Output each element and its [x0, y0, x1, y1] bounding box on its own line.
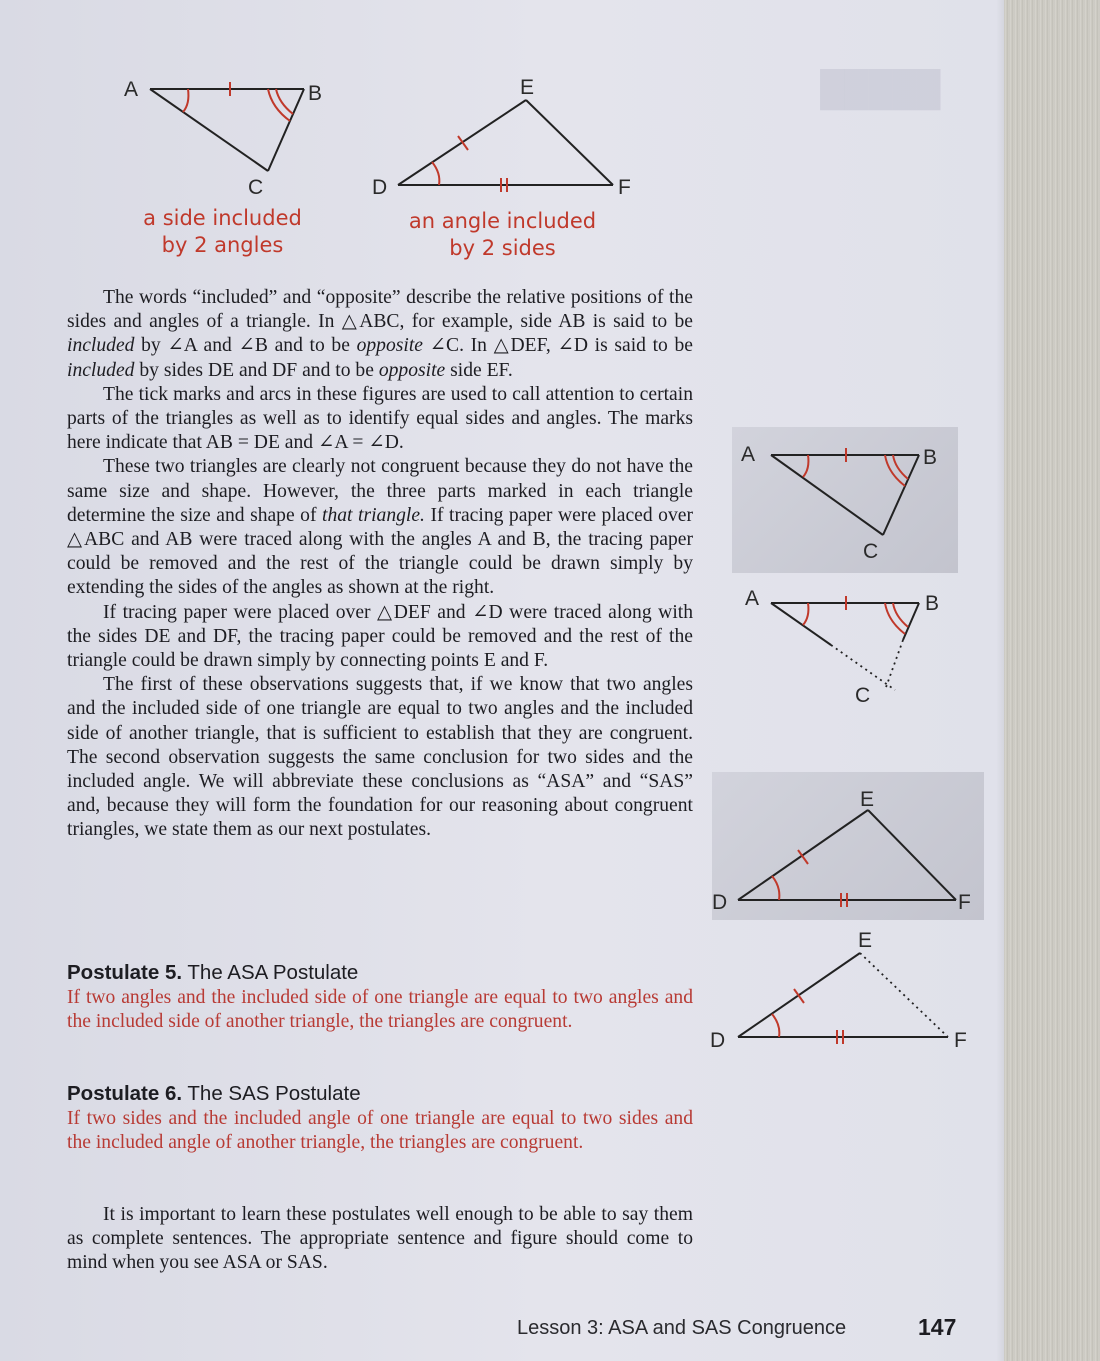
text-run: The words “included” and “opposite” describe the relative positions of the sides and angles of a triangle. In △ABC, for example, side AB is said to be — [67, 287, 693, 333]
vertex-label-d: D — [372, 176, 388, 199]
vertex-label-a: A — [745, 587, 760, 610]
figure-triangle-def — [368, 70, 648, 200]
vertex-label-d: D — [712, 891, 728, 914]
side-ac-drawn — [771, 603, 831, 645]
italic-term: included — [67, 359, 135, 381]
angle-arc-d — [772, 876, 779, 900]
vertex-label-f: F — [618, 176, 631, 199]
angle-arc-d — [772, 1014, 779, 1037]
vertex-label-b: B — [308, 82, 323, 105]
side-ac — [150, 89, 268, 171]
vertex-label-a: A — [741, 443, 756, 466]
angle-arc-a — [803, 603, 808, 625]
angle-arc-a — [183, 89, 188, 112]
paragraph-not-congruent — [67, 455, 693, 600]
postulate-name: The ASA Postulate — [187, 961, 359, 984]
vertex-label-c: C — [248, 176, 264, 199]
italic-term: opposite — [356, 335, 423, 357]
vertex-label-e: E — [858, 929, 873, 952]
vertex-label-b: B — [923, 446, 938, 469]
paragraph-included-opposite — [67, 286, 693, 383]
angle-arc-a — [803, 455, 808, 477]
angle-arc-b-outer — [268, 89, 290, 121]
vertex-label-e: E — [520, 76, 535, 99]
body-text — [67, 286, 693, 843]
side-ac — [771, 455, 883, 535]
text-run: ∠C. In △DEF, ∠D is said to be — [422, 335, 693, 357]
postulate-name: The SAS Postulate — [187, 1082, 361, 1105]
paragraph-tick-marks: The tick marks and arcs in these figures are used to call attention to certain parts of the triangles as well as to identify equal sides and angles. The marks here indicate that AB = DE and ∠A = ∠D. — [67, 383, 693, 454]
figure-traced-abc — [735, 430, 965, 570]
side-bc-extended — [885, 640, 903, 690]
vertex-label-d: D — [710, 1029, 726, 1052]
closing-paragraph — [67, 1203, 693, 1276]
figure-connected-def — [710, 925, 985, 1055]
postulate-5-statement: If two angles and the included side of one triangle are equal to two angles and the included side of another triangle, the triangles are congruent. — [67, 987, 693, 1033]
paragraph-closing: It is important to learn these postulates well enough to be able to say them as complete sentences. The appropriate sentence and figure should come to mind when you see ASA or SAS. — [67, 1204, 693, 1274]
caption-line: by 2 angles — [161, 233, 284, 257]
figure-traced-def — [710, 785, 985, 915]
side-de — [738, 810, 868, 900]
caption-line: by 2 sides — [449, 236, 556, 260]
vertex-label-c: C — [855, 684, 871, 707]
vertex-label-b: B — [925, 592, 940, 615]
text-run: by sides DE and DF and to be — [134, 359, 379, 381]
vertex-label-c: C — [863, 540, 879, 563]
side-ef — [868, 810, 956, 900]
tick-mark-de — [794, 989, 804, 1003]
text-run: side EF. — [445, 359, 513, 381]
figure-triangle-abc — [120, 70, 330, 200]
caption-angle-included — [395, 208, 610, 262]
italic-term: included — [67, 335, 135, 357]
side-ef-connected — [860, 953, 948, 1037]
paragraph-observations: The first of these observations suggests that, if we know that two angles and the included side of one triangle are equal to two angles and the included side of another triangle, that is sufficient to establish that they are congruent. The second observation suggests the same conclusion for two sides and the included angle. We will abbreviate these conclusions as “ASA” and “SAS” and, because they will form the foundation for our reasoning about congruent triangles, we state them as our next postulates. — [67, 674, 693, 841]
book-spine-edge — [1004, 0, 1100, 1361]
side-bc-drawn — [903, 603, 919, 640]
text-run: If tracing paper were placed over △ABC and AB were traced along with the angles A and B, the tracing paper could be removed and the rest of the triangle could be drawn simply by extending the sides of the angles as shown at the right. — [67, 504, 693, 599]
postulate-6-statement: If two sides and the included angle of one triangle are equal to two sides and the included angle of another triangle, the triangles are congruent. — [67, 1108, 693, 1154]
figure-extended-abc — [735, 578, 965, 708]
text-run: These two triangles are clearly not congruent because they do not have the same size and shape. However, the three parts marked in each triangle determine the size and shape of — [67, 456, 693, 526]
caption-side-included — [120, 205, 325, 259]
caption-line: a side included — [143, 206, 302, 230]
italic-term: that triangle. — [322, 504, 425, 526]
postulate-label: Postulate 5. — [67, 961, 183, 984]
caption-line: an angle included — [408, 209, 597, 233]
angle-arc-d — [432, 162, 439, 185]
vertex-label-e: E — [860, 788, 875, 811]
bleed-through-heading: █████ — [820, 70, 941, 108]
postulate-5-heading — [67, 961, 358, 985]
footer-lesson-title: Lesson 3: ASA and SAS Congruence — [517, 1317, 847, 1339]
page-number: 147 — [918, 1314, 957, 1340]
text-run: by ∠A and ∠B and to be — [134, 335, 357, 357]
side-ef — [526, 100, 613, 185]
vertex-label-f: F — [958, 891, 971, 914]
vertex-label-f: F — [954, 1029, 967, 1052]
vertex-label-a: A — [124, 78, 139, 101]
paragraph-tracing-def: If tracing paper were placed over △DEF and ∠D were traced along with the sides DE and DF, the tracing paper could be removed and the rest of the triangle could be drawn simply by connecting points E and F. — [67, 601, 693, 672]
italic-term: opposite — [378, 359, 446, 381]
postulate-6-heading — [67, 1082, 361, 1106]
postulate-label: Postulate 6. — [67, 1082, 183, 1105]
